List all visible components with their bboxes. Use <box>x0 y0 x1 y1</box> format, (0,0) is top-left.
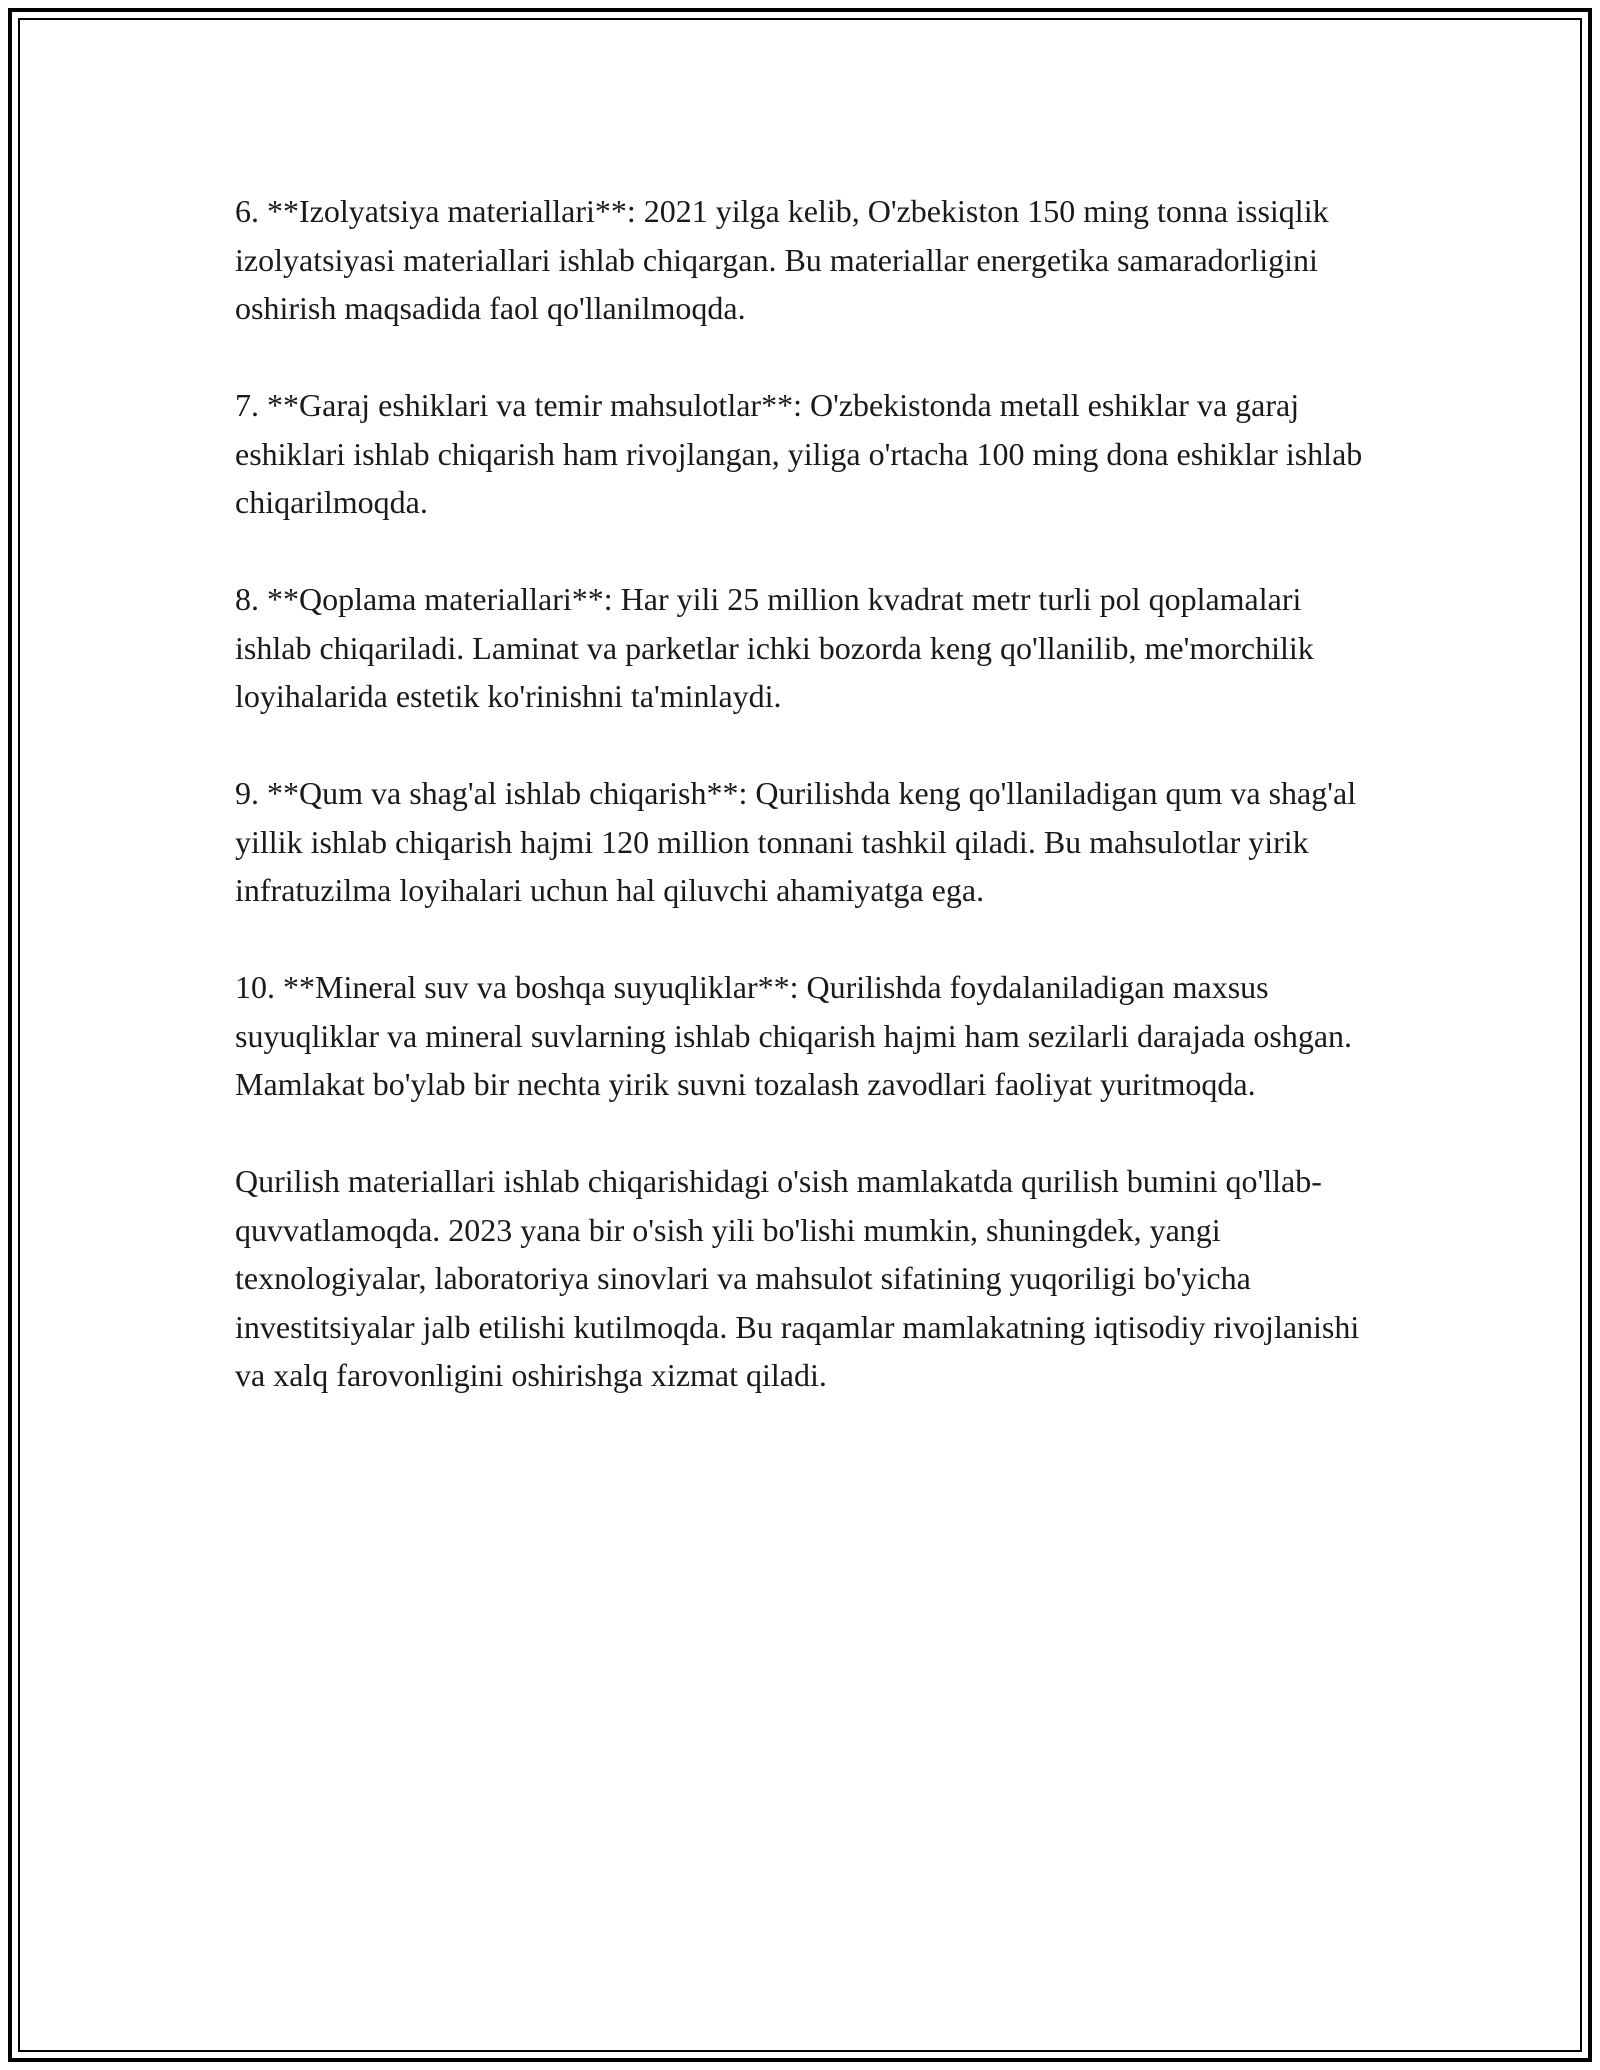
paragraph-covering-materials: 8. **Qoplama materiallari**: Har yili 25 million kvadrat metr turli pol qoplamalari ishlab chiqariladi. Laminat va parketlar ichki bozorda keng qo'llanilib, me'morchilik loyihalarida estetik ko'rinishni ta'minlaydi. <box>235 581 1314 714</box>
paragraph-mineral-water: 10. **Mineral suv va boshqa suyuqliklar**: Qurilishda foydalaniladigan maxsus suyuqliklar va mineral suvlarning ishlab chiqarish hajmi ham sezilarli darajada oshgan. Mamlakat bo'ylab bir nechta yirik suvni tozalash zavodlari faoliyat yuritmoqda. <box>235 969 1353 1102</box>
paragraph-garage-doors: 7. **Garaj eshiklari va temir mahsulotlar**: O'zbekistonda metall eshiklar va garaj eshiklari ishlab chiqarish ham rivojlangan, yiliga o'rtacha 100 ming dona eshiklar ishlab chiqarilmoqda. <box>235 387 1363 520</box>
paragraph-conclusion: Qurilish materiallari ishlab chiqarishidagi o'sish mamlakatda qurilish bumini qo'llab-quvvatlamoqda. 2023 yana bir o'sish yili bo'lishi mumkin, shuningdek, yangi texnologiyalar, laboratoriya sinovlari va mahsulot sifatining yuqoriligi bo'yicha investitsiyalar jalb etilishi kutilmoqda. Bu raqamlar mamlakatning iqtisodiy rivojlanishi va xalq farovonligini oshirishga xizmat qiladi. <box>235 1163 1360 1393</box>
document-body <box>235 187 1375 1448</box>
paragraph-sand-gravel: 9. **Qum va shag'al ishlab chiqarish**: Qurilishda keng qo'llaniladigan qum va shag'al yillik ishlab chiqarish hajmi 120 million tonnani tashkil qiladi. Bu mahsulotlar yirik infratuzilma loyihalari uchun hal qiluvchi ahamiyatga ega. <box>235 775 1357 908</box>
paragraph-insulation-materials: 6. **Izolyatsiya materiallari**: 2021 yilga kelib, O'zbekiston 150 ming tonna issiqlik izolyatsiyasi materiallari ishlab chiqargan. Bu materiallar energetika samaradorligini oshirish maqsadida faol qo'llanilmoqda. <box>235 193 1329 326</box>
